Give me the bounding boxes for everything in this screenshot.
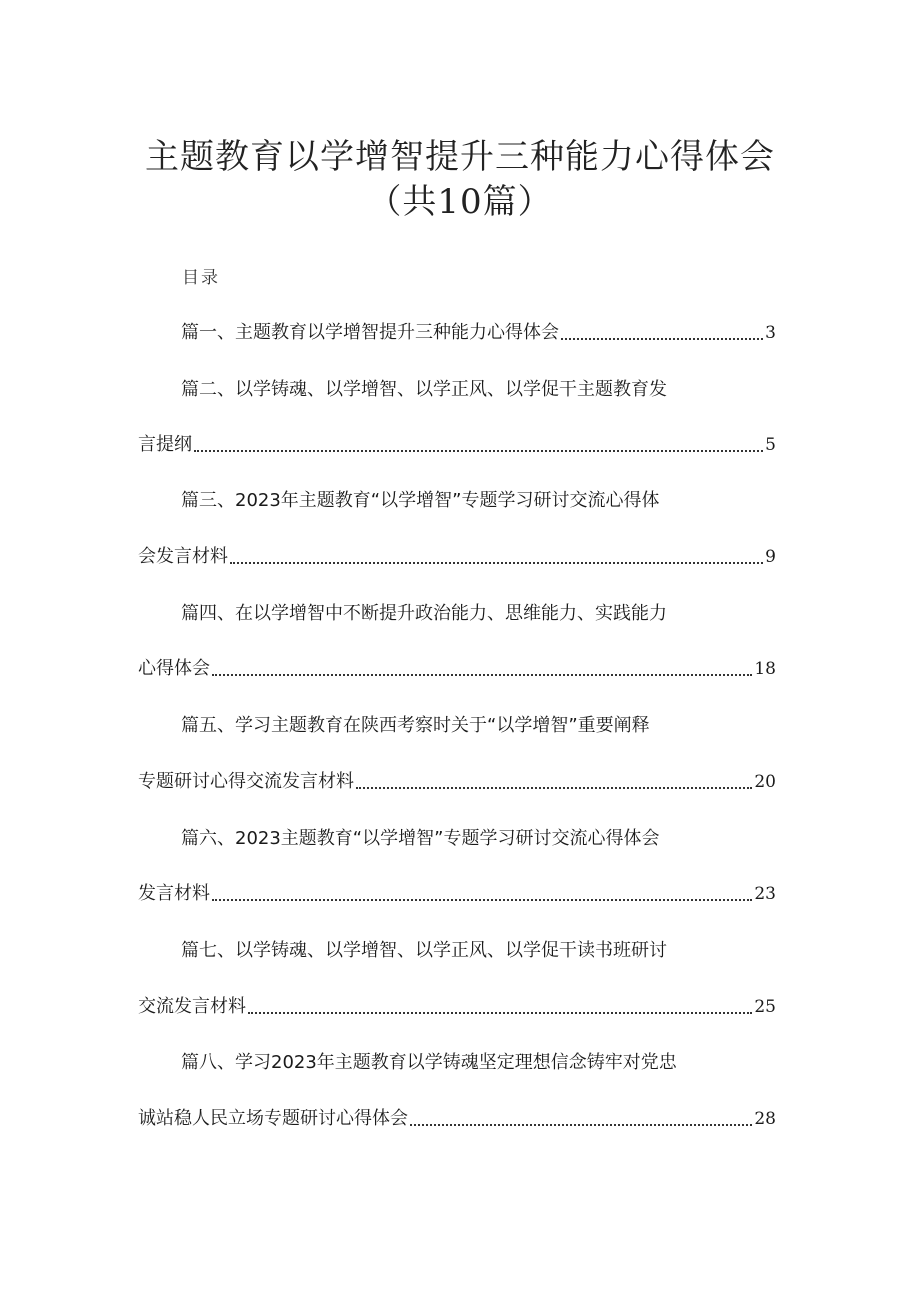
toc-entry-6-line1[interactable] — [138, 822, 776, 852]
toc-leader-dots — [561, 336, 763, 340]
toc-page-number: 20 — [754, 772, 776, 792]
toc-entry-2-line1[interactable] — [138, 373, 776, 403]
toc-entry-title-cont: 会发言材料 — [138, 546, 228, 567]
toc-page-number: 25 — [754, 997, 776, 1017]
toc-entry-title: 篇六、2023主题教育“以学增智”专题学习研讨交流心得体会 — [181, 828, 660, 849]
toc-page-number: 5 — [765, 435, 776, 455]
toc-entry-7-line2[interactable] — [138, 990, 776, 1020]
toc-leader-dots — [410, 1122, 752, 1126]
toc-entry-5-line2[interactable] — [138, 765, 776, 795]
toc-page-number: 3 — [765, 323, 776, 343]
toc-entry-title-cont: 交流发言材料 — [138, 996, 246, 1017]
toc-page-number: 23 — [754, 884, 776, 904]
toc-entry-title: 篇五、学习主题教育在陕西考察时关于“以学增智”重要阐释 — [181, 715, 650, 736]
toc-entry-title: 篇二、以学铸魂、以学增智、以学正风、以学促干主题教育发 — [181, 379, 667, 400]
toc-entry-8-line2[interactable] — [138, 1102, 776, 1132]
toc-heading: 目录 — [182, 268, 220, 288]
document-title: 主题教育以学增智提升三种能力心得体会 — [145, 137, 775, 177]
toc-entry-title-cont: 发言材料 — [138, 883, 210, 904]
toc-page-number: 9 — [765, 547, 776, 567]
toc-entry-7-line1[interactable] — [138, 934, 776, 964]
toc-entry-title-cont: 诚站稳人民立场专题研讨心得体会 — [138, 1108, 408, 1129]
toc-leader-dots — [212, 897, 752, 901]
document-subtitle: （共10篇） — [367, 182, 553, 222]
toc-leader-dots — [212, 672, 752, 676]
toc-leader-dots — [248, 1010, 752, 1014]
toc-entry-5-line1[interactable] — [138, 709, 776, 739]
toc-entry-3-line2[interactable] — [138, 540, 776, 570]
toc-entry-3-line1[interactable] — [138, 484, 776, 514]
toc-entry-4-line2[interactable] — [138, 652, 776, 682]
toc-entry-2-line2[interactable] — [138, 428, 776, 458]
toc-leader-dots — [230, 560, 763, 564]
toc-entry-title: 篇三、2023年主题教育“以学增智”专题学习研讨交流心得体 — [181, 490, 660, 511]
toc-leader-dots — [356, 785, 752, 789]
toc-entry-8-line1[interactable] — [138, 1046, 776, 1076]
toc-page-number: 18 — [754, 659, 776, 679]
toc-entry-6-line2[interactable] — [138, 877, 776, 907]
toc-entry-title: 篇八、学习2023年主题教育以学铸魂坚定理想信念铸牢对党忠 — [181, 1052, 677, 1073]
toc-page-number: 28 — [754, 1109, 776, 1129]
toc-leader-dots — [194, 448, 763, 452]
toc-entry-1[interactable] — [138, 316, 776, 346]
toc-entry-title: 篇七、以学铸魂、以学增智、以学正风、以学促干读书班研讨 — [181, 940, 667, 961]
toc-entry-title: 篇四、在以学增智中不断提升政治能力、思维能力、实践能力 — [181, 603, 667, 624]
toc-entry-title-cont: 专题研讨心得交流发言材料 — [138, 771, 354, 792]
toc-entry-title: 篇一、主题教育以学增智提升三种能力心得体会 — [181, 322, 559, 343]
toc-entry-title-cont: 心得体会 — [138, 658, 210, 679]
toc-entry-title-cont: 言提纲 — [138, 434, 192, 455]
toc-entry-4-line1[interactable] — [138, 597, 776, 627]
